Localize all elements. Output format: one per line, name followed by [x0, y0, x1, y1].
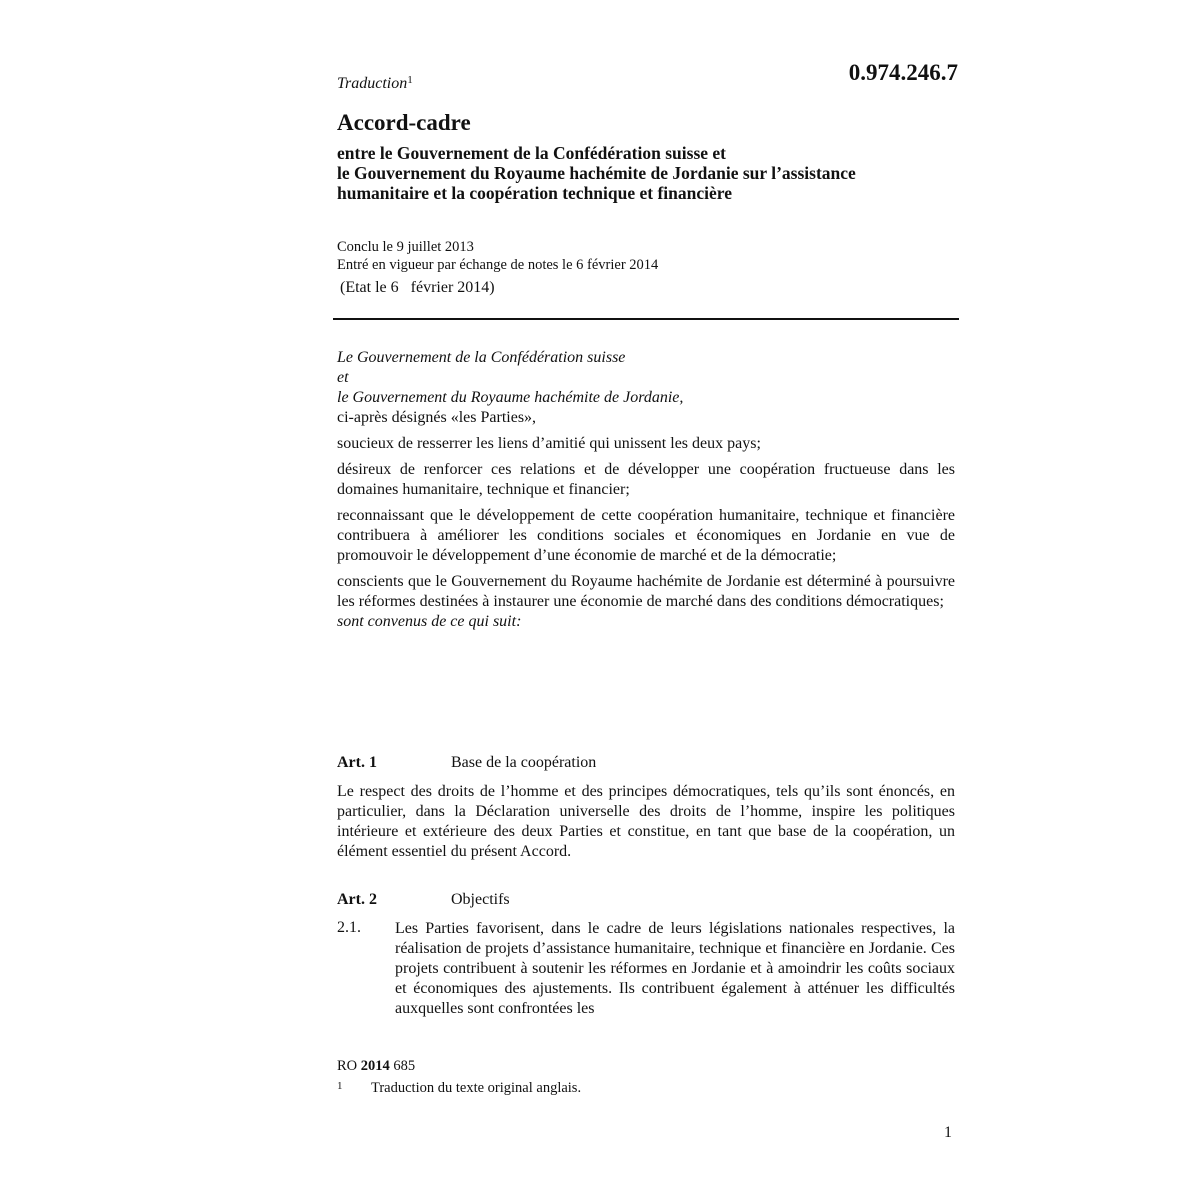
preamble-paragraph: conscients que le Gouvernement du Royaume hachémite de Jordanie est déterminé à poursuivre les réformes destinées à instaurer une économie de marché dans des conditions démocratiques;	[337, 573, 955, 610]
state-date: (Etat le 6 février 2014)	[340, 279, 495, 296]
footnote-mark: 1	[337, 1080, 343, 1092]
footnote-reference: 1	[407, 74, 413, 86]
article-number: Art. 2	[337, 891, 377, 908]
article-1-text: Le respect des droits de l’homme et des principes démocratiques, tels qu’ils sont énoncés, en particulier, dans la Déclaration universelle des droits de l’homme, inspire les politiques intérieure et extérieure des deux Parties et constitue, en tant que base de la coopération, un élément essentiel du présent Accord.	[337, 783, 955, 860]
translation-label: Traduction$^1$	[337, 74, 413, 92]
preamble-and: et	[337, 369, 349, 386]
preamble-paragraph: soucieux de resserrer les liens d’amitié qui unissent les deux pays;	[337, 435, 761, 452]
preamble-paragraph: reconnaissant que le développement de cette coopération humanitaire, technique et financière contribuera à améliorer les conditions sociales et économiques en Jordanie en vue de promouvoir le développement d’une économie de marché et de la démocratie;	[337, 507, 955, 564]
concluded-date: Conclu le 9 juillet 2013	[337, 239, 474, 255]
subtitle-line: le Gouvernement du Royaume hachémite de Jordanie sur l’assistance	[337, 163, 856, 183]
header-divider	[333, 318, 959, 320]
document-title: Accord-cadre	[337, 110, 471, 135]
subtitle-line: humanitaire et la coopération technique et financière	[337, 183, 732, 203]
entry-into-force: Entré en vigueur par échange de notes le 6 février 2014	[337, 257, 659, 273]
preamble-designation: ci-après désignés «les Parties»,	[337, 409, 537, 426]
document-subtitle	[337, 143, 977, 203]
ro-reference: RO 2014 685	[337, 1058, 416, 1074]
article-2-paragraph-1: Les Parties favorisent, dans le cadre de leurs législations nationales respectives, la réalisation de projets d’assistance humanitaire, technique et financière en Jordanie. Ces projets contribuent à soutenir les réformes en Jordanie et à amoindrir les coûts sociaux et économiques des ajustements. Ils contribuent également à atténuer les difficultés auxquelles sont confrontées les	[395, 920, 955, 1017]
subtitle-line: entre le Gouvernement de la Confédération suisse et	[337, 143, 726, 163]
preamble-party-1: Le Gouvernement de la Confédération suisse	[337, 349, 626, 366]
preamble-party-2: le Gouvernement du Royaume hachémite de Jordanie,	[337, 389, 684, 406]
footnote	[337, 1080, 581, 1097]
article-2-heading	[337, 891, 510, 909]
dates-block	[337, 238, 658, 274]
article-number: Art. 1	[337, 754, 377, 771]
preamble	[337, 348, 955, 632]
preamble-closing: sont convenus de ce qui suit:	[337, 613, 522, 630]
article-title: Base de la coopération	[451, 754, 597, 771]
page-number: 1	[944, 1124, 952, 1141]
sr-number: 0.974.246.7	[848, 60, 958, 85]
paragraph-number: 2.1.	[337, 919, 361, 936]
preamble-paragraph: désireux de renforcer ces relations et de développer une coopération fructueuse dans les domaines humanitaire, technique et financier;	[337, 461, 955, 498]
footnote-text: Traduction du texte original anglais.	[371, 1080, 582, 1096]
article-title: Objectifs	[451, 891, 510, 908]
article-1-heading	[337, 754, 596, 772]
